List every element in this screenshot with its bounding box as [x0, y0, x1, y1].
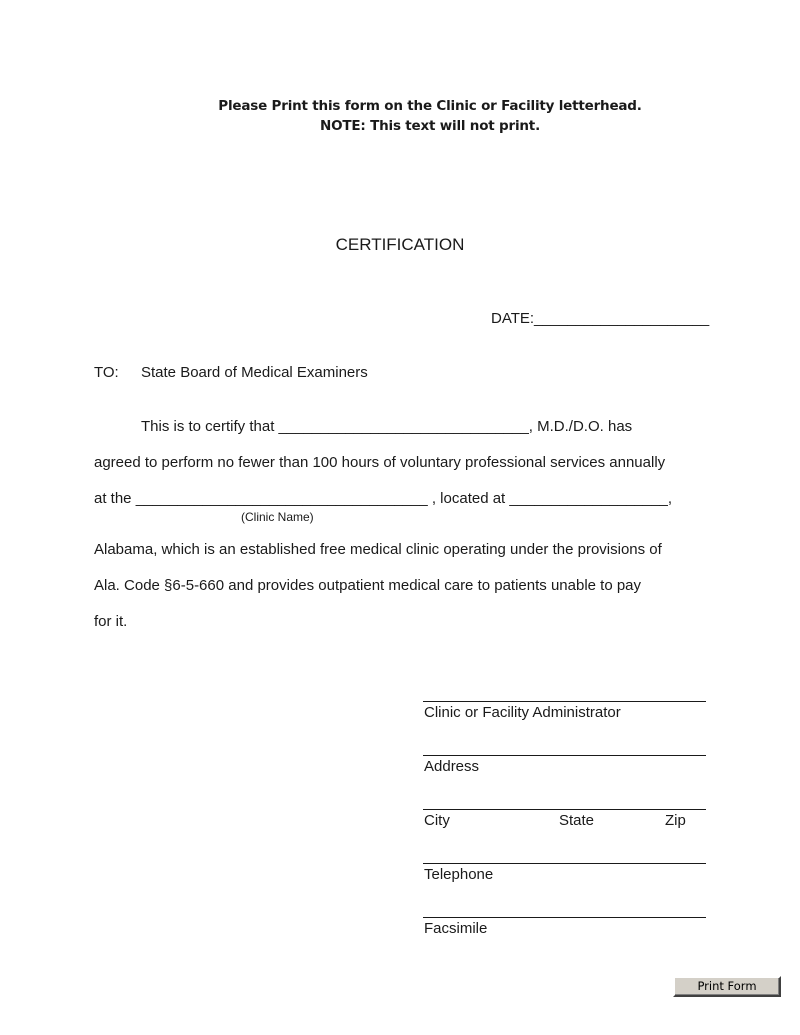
zip-label: Zip	[665, 812, 686, 829]
city-state-zip-line	[423, 809, 706, 810]
body-line-2: agreed to perform no fewer than 100 hours of voluntary professional services annually	[94, 454, 666, 471]
city-label: City	[424, 812, 450, 829]
to-recipient: State Board of Medical Examiners	[141, 364, 368, 381]
body-line-1: This is to certify that ______________________________, M.D./D.O. has	[141, 418, 633, 435]
page-title: CERTIFICATION	[335, 235, 465, 254]
state-label: State	[559, 812, 595, 829]
body-line-4: Alabama, which is an established free medical clinic operating under the provisions of	[94, 541, 662, 558]
address-label: Address	[424, 758, 480, 775]
clinic-name-caption: (Clinic Name)	[241, 510, 314, 524]
body-line-5: Ala. Code §6-5-660 and provides outpatient medical care to patients unable to pay	[94, 577, 642, 594]
print-notice-line1: Please Print this form on the Clinic or Facility letterhead.	[218, 98, 642, 114]
body-line-3: at the ___________________________________ , located at ___________________,	[94, 490, 673, 507]
administrator-signature-line	[423, 701, 706, 702]
telephone-label: Telephone	[424, 866, 494, 883]
telephone-line	[423, 863, 706, 864]
body-line-6: for it.	[94, 613, 128, 630]
print-notice-line2: NOTE: This text will not print.	[320, 118, 540, 134]
facsimile-line	[423, 917, 706, 918]
print-form-button[interactable]: Print Form	[673, 976, 781, 997]
date-line: DATE:_____________________	[491, 310, 710, 327]
address-line	[423, 755, 706, 756]
to-label: TO:	[94, 364, 119, 381]
facsimile-label: Facsimile	[424, 920, 488, 937]
administrator-label: Clinic or Facility Administrator	[424, 704, 621, 721]
